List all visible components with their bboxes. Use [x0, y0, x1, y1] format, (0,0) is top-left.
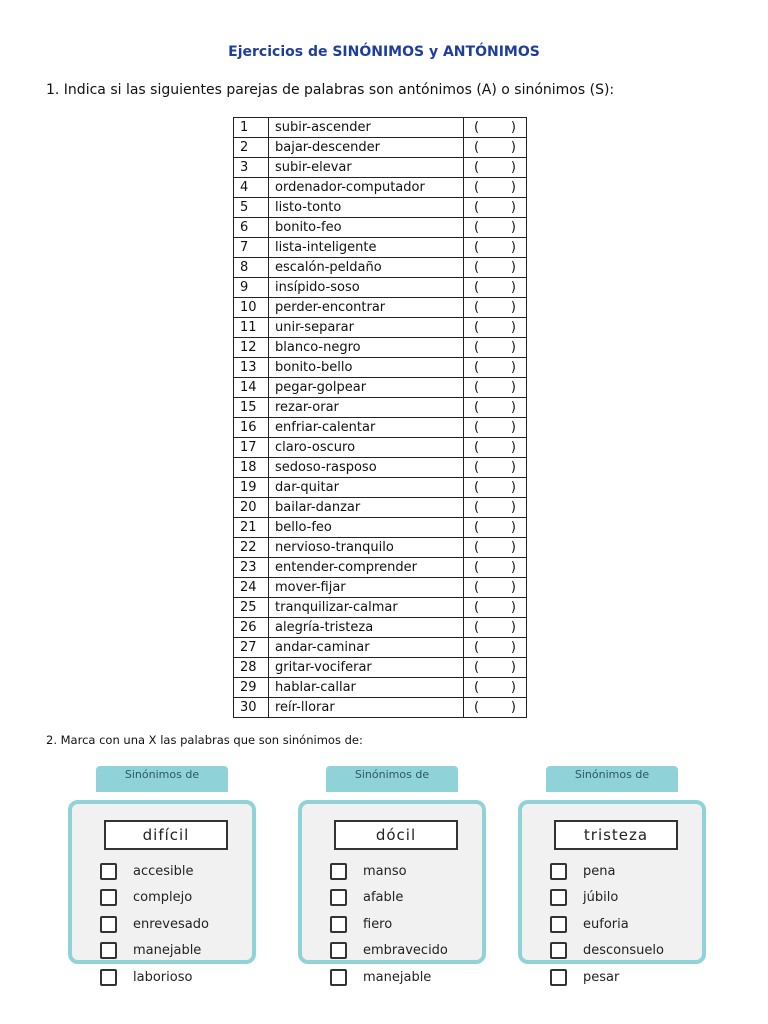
table-row	[234, 238, 527, 258]
paren-open: (	[474, 560, 480, 575]
option-list	[330, 858, 448, 991]
paren-open: (	[474, 340, 480, 355]
card-target-word: dócil	[334, 820, 458, 850]
paren-close: )	[510, 420, 516, 435]
checkbox[interactable]	[330, 942, 347, 959]
row-number: 24	[234, 578, 269, 598]
word-pair: lista-inteligente	[269, 238, 464, 258]
answer-cell[interactable]	[464, 338, 527, 358]
table-row	[234, 578, 527, 598]
checkbox[interactable]	[550, 942, 567, 959]
answer-cell[interactable]	[464, 398, 527, 418]
word-pair: insípido-soso	[269, 278, 464, 298]
word-pair: dar-quitar	[269, 478, 464, 498]
word-pair: andar-caminar	[269, 638, 464, 658]
row-number: 19	[234, 478, 269, 498]
table-row	[234, 198, 527, 218]
checkbox[interactable]	[330, 863, 347, 880]
word-pair: bonito-feo	[269, 218, 464, 238]
word-pair: bonito-bello	[269, 358, 464, 378]
word-pair: listo-tonto	[269, 198, 464, 218]
paren-open: (	[474, 200, 480, 215]
row-number: 13	[234, 358, 269, 378]
row-number: 15	[234, 398, 269, 418]
list-item[interactable]	[100, 911, 209, 938]
word-pair: enfriar-calentar	[269, 418, 464, 438]
row-number: 10	[234, 298, 269, 318]
answer-cell[interactable]	[464, 698, 527, 718]
word-pairs-table	[233, 117, 527, 718]
paren-open: (	[474, 600, 480, 615]
paren-open: (	[474, 420, 480, 435]
answer-cell[interactable]	[464, 318, 527, 338]
paren-open: (	[474, 660, 480, 675]
answer-cell[interactable]	[464, 418, 527, 438]
table-row	[234, 378, 527, 398]
list-item[interactable]	[550, 858, 664, 885]
answer-cell[interactable]	[464, 118, 527, 138]
table-row	[234, 298, 527, 318]
paren-open: (	[474, 520, 480, 535]
option-label: afable	[363, 890, 404, 906]
table-row	[234, 258, 527, 278]
option-list	[550, 858, 664, 991]
checkbox[interactable]	[330, 916, 347, 933]
option-label: manejable	[363, 969, 432, 985]
table-row	[234, 418, 527, 438]
table-row	[234, 618, 527, 638]
answer-cell[interactable]	[464, 658, 527, 678]
table-row	[234, 178, 527, 198]
row-number: 7	[234, 238, 269, 258]
checkbox[interactable]	[100, 942, 117, 959]
answer-cell[interactable]	[464, 478, 527, 498]
paren-close: )	[510, 380, 516, 395]
word-pair: reír-llorar	[269, 698, 464, 718]
paren-open: (	[474, 220, 480, 235]
answer-cell[interactable]	[464, 498, 527, 518]
paren-open: (	[474, 700, 480, 715]
paren-close: )	[510, 200, 516, 215]
word-pair: alegría-tristeza	[269, 618, 464, 638]
word-pair: escalón-peldaño	[269, 258, 464, 278]
answer-cell[interactable]	[464, 378, 527, 398]
row-number: 11	[234, 318, 269, 338]
table-row	[234, 398, 527, 418]
synonym-card-tristeza	[518, 766, 706, 985]
paren-close: )	[510, 400, 516, 415]
row-number: 2	[234, 138, 269, 158]
paren-close: )	[510, 220, 516, 235]
word-pair: ordenador-computador	[269, 178, 464, 198]
answer-cell[interactable]	[464, 618, 527, 638]
row-number: 3	[234, 158, 269, 178]
synonym-card-docil	[298, 766, 486, 985]
table-row	[234, 218, 527, 238]
list-item[interactable]	[330, 964, 448, 991]
answer-cell[interactable]	[464, 638, 527, 658]
option-label: fiero	[363, 916, 393, 932]
paren-close: )	[510, 540, 516, 555]
answer-cell[interactable]	[464, 598, 527, 618]
row-number: 20	[234, 498, 269, 518]
paren-close: )	[510, 600, 516, 615]
answer-cell[interactable]	[464, 198, 527, 218]
word-pair: bello-feo	[269, 518, 464, 538]
paren-close: )	[510, 320, 516, 335]
answer-cell[interactable]	[464, 538, 527, 558]
paren-close: )	[510, 340, 516, 355]
card-target-word: difícil	[104, 820, 228, 850]
list-item[interactable]	[330, 885, 448, 912]
paren-open: (	[474, 360, 480, 375]
list-item[interactable]	[100, 885, 209, 912]
answer-cell[interactable]	[464, 138, 527, 158]
option-label: desconsuelo	[583, 943, 664, 959]
answer-cell[interactable]	[464, 238, 527, 258]
option-label: pena	[583, 863, 616, 879]
answer-cell[interactable]	[464, 558, 527, 578]
paren-close: )	[510, 560, 516, 575]
row-number: 5	[234, 198, 269, 218]
paren-open: (	[474, 400, 480, 415]
row-number: 14	[234, 378, 269, 398]
paren-close: )	[510, 700, 516, 715]
row-number: 21	[234, 518, 269, 538]
word-pair: nervioso-tranquilo	[269, 538, 464, 558]
answer-cell[interactable]	[464, 258, 527, 278]
paren-close: )	[510, 640, 516, 655]
paren-close: )	[510, 280, 516, 295]
paren-close: )	[510, 240, 516, 255]
row-number: 18	[234, 458, 269, 478]
answer-cell[interactable]	[464, 278, 527, 298]
answer-cell[interactable]	[464, 218, 527, 238]
list-item[interactable]	[100, 964, 209, 991]
row-number: 27	[234, 638, 269, 658]
option-label: manso	[363, 863, 407, 879]
table-row	[234, 478, 527, 498]
paren-open: (	[474, 320, 480, 335]
paren-close: )	[510, 180, 516, 195]
word-pair: tranquilizar-calmar	[269, 598, 464, 618]
paren-close: )	[510, 480, 516, 495]
row-number: 30	[234, 698, 269, 718]
word-pair: gritar-vociferar	[269, 658, 464, 678]
paren-close: )	[510, 440, 516, 455]
paren-open: (	[474, 260, 480, 275]
option-label: pesar	[583, 969, 620, 985]
row-number: 8	[234, 258, 269, 278]
table-row	[234, 558, 527, 578]
checkbox[interactable]	[100, 889, 117, 906]
list-item[interactable]	[550, 911, 664, 938]
card-tab-label: Sinónimos de	[326, 766, 458, 792]
card-frame	[518, 800, 706, 985]
paren-open: (	[474, 580, 480, 595]
table-row	[234, 638, 527, 658]
answer-cell[interactable]	[464, 518, 527, 538]
checkbox[interactable]	[330, 889, 347, 906]
card-frame	[298, 800, 486, 985]
list-item[interactable]	[100, 938, 209, 965]
paren-close: )	[510, 160, 516, 175]
paren-close: )	[510, 500, 516, 515]
word-pair: pegar-golpear	[269, 378, 464, 398]
option-label: accesible	[133, 863, 194, 879]
checkbox[interactable]	[100, 969, 117, 986]
table-row	[234, 358, 527, 378]
paren-close: )	[510, 140, 516, 155]
table-row	[234, 658, 527, 678]
checkbox[interactable]	[100, 916, 117, 933]
list-item[interactable]	[550, 964, 664, 991]
option-label: júbilo	[583, 890, 619, 906]
answer-cell[interactable]	[464, 158, 527, 178]
option-list	[100, 858, 209, 991]
option-label: enrevesado	[133, 916, 209, 932]
checkbox[interactable]	[550, 916, 567, 933]
word-pair: bailar-danzar	[269, 498, 464, 518]
paren-open: (	[474, 380, 480, 395]
paren-close: )	[510, 520, 516, 535]
answer-cell[interactable]	[464, 578, 527, 598]
paren-close: )	[510, 660, 516, 675]
table-row	[234, 318, 527, 338]
paren-open: (	[474, 640, 480, 655]
list-item[interactable]	[100, 858, 209, 885]
list-item[interactable]	[550, 885, 664, 912]
table-row	[234, 678, 527, 698]
table-row	[234, 458, 527, 478]
table-row	[234, 438, 527, 458]
card-target-word: tristeza	[554, 820, 678, 850]
answer-cell[interactable]	[464, 438, 527, 458]
checkbox[interactable]	[330, 969, 347, 986]
row-number: 17	[234, 438, 269, 458]
answer-cell[interactable]	[464, 298, 527, 318]
table-row	[234, 278, 527, 298]
table-row	[234, 698, 527, 718]
row-number: 4	[234, 178, 269, 198]
row-number: 29	[234, 678, 269, 698]
table-row	[234, 538, 527, 558]
table-row	[234, 158, 527, 178]
row-number: 6	[234, 218, 269, 238]
answer-cell[interactable]	[464, 458, 527, 478]
card-frame	[68, 800, 256, 985]
paren-open: (	[474, 240, 480, 255]
checkbox[interactable]	[100, 863, 117, 880]
word-pair: subir-ascender	[269, 118, 464, 138]
paren-close: )	[510, 260, 516, 275]
paren-close: )	[510, 680, 516, 695]
row-number: 28	[234, 658, 269, 678]
paren-open: (	[474, 300, 480, 315]
paren-close: )	[510, 360, 516, 375]
row-number: 22	[234, 538, 269, 558]
paren-close: )	[510, 620, 516, 635]
checkbox[interactable]	[550, 889, 567, 906]
word-pair: mover-fijar	[269, 578, 464, 598]
paren-open: (	[474, 180, 480, 195]
row-number: 26	[234, 618, 269, 638]
word-pair: claro-oscuro	[269, 438, 464, 458]
paren-open: (	[474, 120, 480, 135]
option-label: euforia	[583, 916, 629, 932]
option-label: laborioso	[133, 969, 193, 985]
option-label: embravecido	[363, 943, 448, 959]
paren-open: (	[474, 620, 480, 635]
word-pair: perder-encontrar	[269, 298, 464, 318]
word-pair: entender-comprender	[269, 558, 464, 578]
paren-open: (	[474, 460, 480, 475]
paren-close: )	[510, 300, 516, 315]
list-item[interactable]	[550, 938, 664, 965]
exercise1-instruction: 1. Indica si las siguientes parejas de palabras son antónimos (A) o sinónimos (S):	[46, 82, 615, 98]
checkbox[interactable]	[550, 863, 567, 880]
paren-close: )	[510, 580, 516, 595]
answer-cell[interactable]	[464, 678, 527, 698]
table-row	[234, 338, 527, 358]
list-item[interactable]	[330, 911, 448, 938]
card-tab-label: Sinónimos de	[96, 766, 228, 792]
card-tab-label: Sinónimos de	[546, 766, 678, 792]
row-number: 16	[234, 418, 269, 438]
answer-cell[interactable]	[464, 358, 527, 378]
table-row	[234, 138, 527, 158]
list-item[interactable]	[330, 858, 448, 885]
answer-cell[interactable]	[464, 178, 527, 198]
paren-close: )	[510, 460, 516, 475]
paren-open: (	[474, 500, 480, 515]
word-pair: unir-separar	[269, 318, 464, 338]
option-label: complejo	[133, 890, 193, 906]
row-number: 1	[234, 118, 269, 138]
word-pair: bajar-descender	[269, 138, 464, 158]
checkbox[interactable]	[550, 969, 567, 986]
word-pair: blanco-negro	[269, 338, 464, 358]
row-number: 23	[234, 558, 269, 578]
list-item[interactable]	[330, 938, 448, 965]
table-row	[234, 118, 527, 138]
paren-open: (	[474, 280, 480, 295]
paren-open: (	[474, 680, 480, 695]
paren-open: (	[474, 480, 480, 495]
row-number: 12	[234, 338, 269, 358]
word-pair: sedoso-rasposo	[269, 458, 464, 478]
row-number: 25	[234, 598, 269, 618]
row-number: 9	[234, 278, 269, 298]
paren-open: (	[474, 440, 480, 455]
synonym-card-dificil	[68, 766, 256, 985]
page-title: Ejercicios de SINÓNIMOS y ANTÓNIMOS	[228, 44, 540, 60]
word-pair: rezar-orar	[269, 398, 464, 418]
option-label: manejable	[133, 943, 202, 959]
word-pair: subir-elevar	[269, 158, 464, 178]
table-row	[234, 598, 527, 618]
table-row	[234, 498, 527, 518]
exercise2-instruction: 2. Marca con una X las palabras que son sinónimos de:	[46, 733, 363, 747]
word-pair: hablar-callar	[269, 678, 464, 698]
paren-close: )	[510, 120, 516, 135]
paren-open: (	[474, 160, 480, 175]
paren-open: (	[474, 540, 480, 555]
paren-open: (	[474, 140, 480, 155]
table-row	[234, 518, 527, 538]
